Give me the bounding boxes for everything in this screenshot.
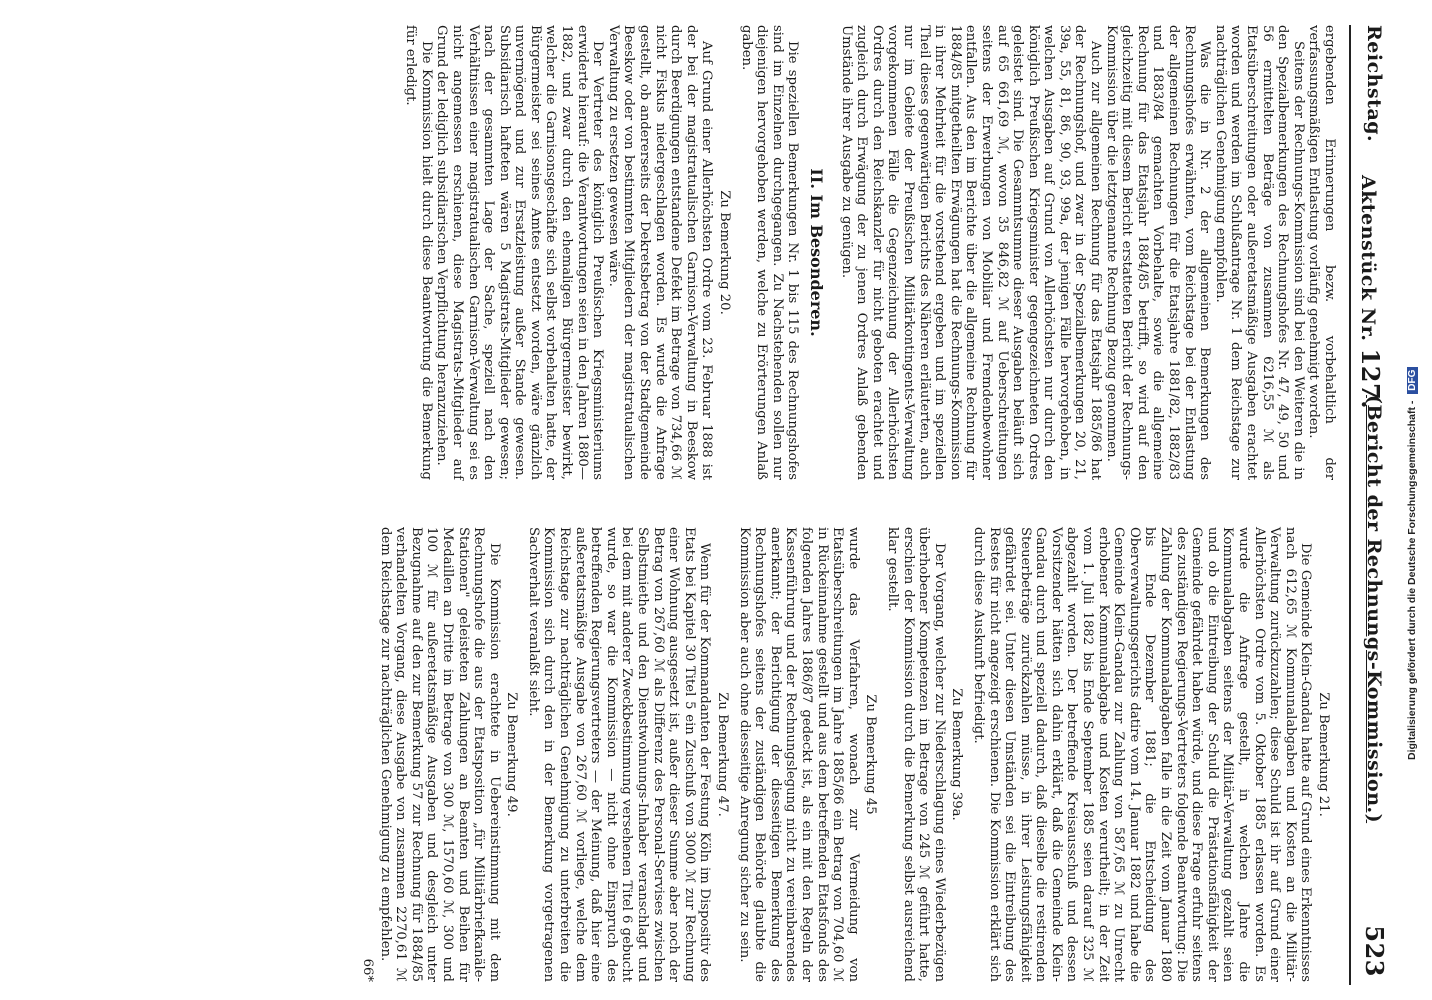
paragraph: Der Vertreter des königlich Preußischen Kriegsministeriums erwiderte hierauf: die Verantwortungen seien in den Jahren 1880—1882, und zwar durch den ehemaligen Bürgermeister bewirkt, welcher die Garnisonsgeschäfte sich selbst vorbehalten hatte, der Bürgermeister sei seines Amtes entsetzt worden, wäre gänzlich unvermögend und zur Ersatzleistung außer Stande gewesen. Subsidiarisch hafteten wären 5 Magistrats-Mitglieder gewesen; nach der gesammten Lage der Sache, speziell nach den Verhältnissen einer magistratualischen Garnison-Verwaltung sei es nicht angemessen erschienen, diese Magistrats-Mitglieder auf Grund der lediglich subsidiarischen Verpflichtung heranzuziehen. xyxy=(434,25,606,480)
paragraph: Seitens der Rechnungs-Kommission sind bei den Weiteren die in den Spezialbemerkungen des Rechnungshofes Nr. 47, 49, 50 und 56 ermittelten Beträge von zusammen 6216,55 ℳ als Etatsüberschreitungen oder außeretatsmäßige Ausgaben erachtet worden und werden im Schlußantrage Nr. 1 dem Reichstage zur nachträglichen Genehmigung empfohlen. xyxy=(1212,25,1306,480)
digitization-sidebar xyxy=(1406,0,1424,1000)
paragraph: Der Vorgang, welcher zur Niederschlagung eines Wiederbezügen überhobener Kompetenzen im Betrage von 245 ℳ geführt hatte, erschien der Kommission durch die Bemerkung selbst ausreichend klar gestellt. xyxy=(884,527,947,982)
paragraph: wurde das Verfahren, wonach zur Vermeidung von Etatsüberschreitungen im Jahre 1885/86 ein Betrag von 704,60 ℳ in Rückeinnahme gestellt und aus dem betreffenden Etatsfonds des folgenden Jahres 1886/87 gedeckt ist, als ein mit den Regeln der Kassenführung und der Rechnungslegung nicht zu vereinbarendes anerkannt; der Berichtigung der diesseitigen Bemerkung des Rechnungshofes seitens der zuständigen Behörde glaubte die Kommission aber auch ohne diesseitige Anregung sicher zu sein. xyxy=(736,527,861,982)
paragraph: ergebenden Erinnerungen bezw. vorbehaltlich der verfassungsmäßigen Entlastung vorläufig genehmigt worden. xyxy=(1306,25,1337,480)
paragraph: Die speziellen Bemerkungen Nr. 1 bis 115 des Rechnungshofes sind im Einzelnen durchgegangen. Zu Nachstehenden sollen nur diejenigen hervorgehoben werden, welche zu Erörterungen Anlaß gaben. xyxy=(738,25,801,480)
remark-heading: Zu Bemerkung 21. xyxy=(1316,692,1331,817)
document-label: Aktenstück Nr. xyxy=(1357,175,1379,342)
header-rule xyxy=(1349,25,1351,985)
document-page xyxy=(5,25,1405,985)
paragraph: Die Kommission hielt durch diese Beantwortung die Bemerkung für erledigt. xyxy=(403,25,434,480)
paragraph: Auch zur allgemeinen Rechnung für das Etatsjahr 1885/86 hat der Rechnungshof, und zwar in der Spezialbemerkungen 20, 21, 39a, 55, 81, 86, 90, 93, 99a, der jenigen Fälle hervorgehoben, in welchen Ausgaben auf Grund von Allerhöchsten nur durch den königlich Preußischen Kriegsminister gegengezeichneten Ordres geleistet sind. Die Gesammtsumme dieser Ausgaben beläuft sich auf 65 661,69 ℳ, wovon 35 846,82 ℳ auf Ueberschreitungen seitens der Erwerbungen von Mobiliar und Fremdenbewohner entfallen. Aus den im Berichte über die allgemeine Rechnung für 1884/85 mitgetheilten Erwägungen hat die Rechnungs-Kommission in ihrer Mehrheit für die vorstehend ergeben und im speziellen Theil dieses gegenwärtigen Berichts des Näheren erläuterten, auch nur im Gebiete der Preußischen Militärkontingents-Verwaltung vorgekommenen Fälle die Gegenzeichnung der Allerhöchsten Ordres durch den Reichskanzler für nicht geboten erachtet und zugleich durch Erwägung der zu jenen Ordres Anlaß gebenden Umstände ihrer Ausgabe zu genügen. xyxy=(838,25,1104,480)
paragraph: Wenn für der Kommandanten der Festung Köln im Dispositiv des Etats bei Kapitel 30 Titel 5 ein Zuschuß von 3000 ℳ zur Rechnung einer Wohnung ausgesetzt ist, außer dieser Summe aber noch der Betrag von 267,60 ℳ als Differenz des Personal-Servises zwischen Selbstmiethe und den Dienstwohnungs-Inhaber veranschlagt und bei dem mit anderer Zweckbestimmung versehenen Titel 6 gebucht wurde, so war die Kommission — nicht ohne Einspruch des betreffenden Regierungsvertreters — der Meinung, daß hier eine außeretatsmäßige Ausgabe von 267,60 ℳ vorliege, welche dem Reichstage zur nachträglichen Genehmigung zu unterbreiten die Kommission sich durch den in der Bemerkung vorgetragenen Sachverhalt veranlaßt sieht. xyxy=(525,527,713,982)
document-reference xyxy=(1356,175,1385,409)
paragraph: Die Kommission erachtete in Uebereinstimmung mit dem Rechnungshofe die aus der Etatsposition „für Militärbriefkanäle-Stationen" geleisteten Zahlungen an Beamten und Beihen für Medaillen an Dritte im Betrage von 300 ℳ, 1570,60 ℳ, 300 und 100 ℳ für außeretatsmäßige Ausgaben und desgleich unter Bezugnahme auf den zur Bemerkung 57 zur Rechnung für 1884/85 verhandelten Vorgang, diese Ausgabe von zusammen 2270,61 ℳ dem Reichstage zur nachträglichen Genehmigung zu empfehlen. xyxy=(377,527,502,982)
page-number: 523 xyxy=(1360,925,1389,977)
document-number: 127. xyxy=(1356,348,1385,410)
remark-heading: Zu Bemerkung 47. xyxy=(715,692,731,817)
section-heading: II. Im Besonderen. xyxy=(807,168,826,337)
report-title: (Bericht der Rechnungs-Kommission.) xyxy=(1363,395,1385,824)
right-column xyxy=(359,527,1337,982)
remark-heading: Zu Bemerkung 49. xyxy=(504,692,520,817)
paragraph: Was die in Nr. 2 der allgemeinen Bemerkungen des Rechnungshofes erwähnten, vom Reichstage bei der Entlastung der allgemeinen Rechnungen für die Etatsjahre 1881/82, 1882/83 und 1883/84 gemachten Vorbehalte, sowie die allgemeine Rechnung für das Etatsjahr 1884/85 betrifft, so wird auf den gleichzeitig mit diesem Bericht erstatteten Bericht der Rechnungs-Kommission über die letztgenannte Rechnung Bezug genommen. xyxy=(1103,25,1213,480)
paragraph: Die Gemeinde Klein-Gandau hatte auf Grund eines Erkenntnisses nach 612,65 ℳ Kommunalabgaben und Kosten an die Militär-Verwaltung zurückzuzahlen; diese Schuld ist ihr auf Grund einer Allerhöchsten Ordre vom 5. Oktober 1885 erlassen worden. Es wurde die Anfrage gestellt, in welchen Jahre die Kommunalabgaben seitens der Militär-Verwaltung gezahlt seien und ob die Eintreibung der Schuld die Prästationsfähigkeit der Gemeinde gefährdet haben würde, und diese Frage erfuhr seitens des zuständigen Regierungs-Vertreters folgende Beantwortung: Die Zahlung der Kommunalabgaben falle in die Zeit vom Januar 1880 bis Ende Dezember 1881; die Entscheidung des Oberverwaltungsgerichts datire vom 14. Januar 1882 und habe die Gemeinde Klein-Gandau zur Zahlung von 587,65 ℳ zu Unrecht erhobener Kommunalabgabe und Kosten verurtheilt; in der Zeit vom 1. Juli 1882 bis Ende September 1885 seien darauf 325 ℳ abgezahlt worden. Der betreffende Kreisausschuß und dessen Vorsitzender hätten sich dahin erklärt, daß die Gemeinde Klein-Gandau durch und speziell dadurch, daß dieselbe die restirenden Steuerbeträge zurückzahlen müsse, in ihrer Leistungsfähigkeit gefährdet sei. Unter diesen Umständen sei die Eintreibung des Restes für nicht angezeigt erschienen. Die Kommission erklärt sich durch diese Auskunft befriedigt. xyxy=(970,527,1314,982)
digitization-note xyxy=(1406,0,1424,760)
digitization-text: Digitalisierung gefördert durch die Deutsche Forschungsgemeinschaft - xyxy=(1406,400,1418,760)
dfg-logo: DFG xyxy=(1407,367,1418,394)
remark-heading: Zu Bemerkung 45 xyxy=(863,694,879,815)
paragraph: Auf Grund einer Allerhöchsten Ordre vom 23. Februar 1888 ist der bei der magistratualischen Garnison-Verwaltung in Beeskow durch Beerdigungen entstandene Defekt im Betrage von 734,66 ℳ nicht Fiskus niedergeschlagen worden. Es wurde die Anfrage gestellt, ob andererseits der Dekretsbetrag von der Stadtgemeinde Beeskow oder von bestimmten Mitgliedern der magistratualischen Verwaltung zu ersetzen gewesen wäre. xyxy=(605,25,715,480)
left-column xyxy=(403,25,1337,480)
remark-heading: Zu Bemerkung 39a. xyxy=(949,688,965,821)
publication-name: Reichstag. xyxy=(1363,25,1385,143)
remark-heading: Zu Bemerkung 20. xyxy=(717,190,733,315)
signature-mark: 66* xyxy=(359,958,375,982)
page-header xyxy=(1355,25,1389,985)
